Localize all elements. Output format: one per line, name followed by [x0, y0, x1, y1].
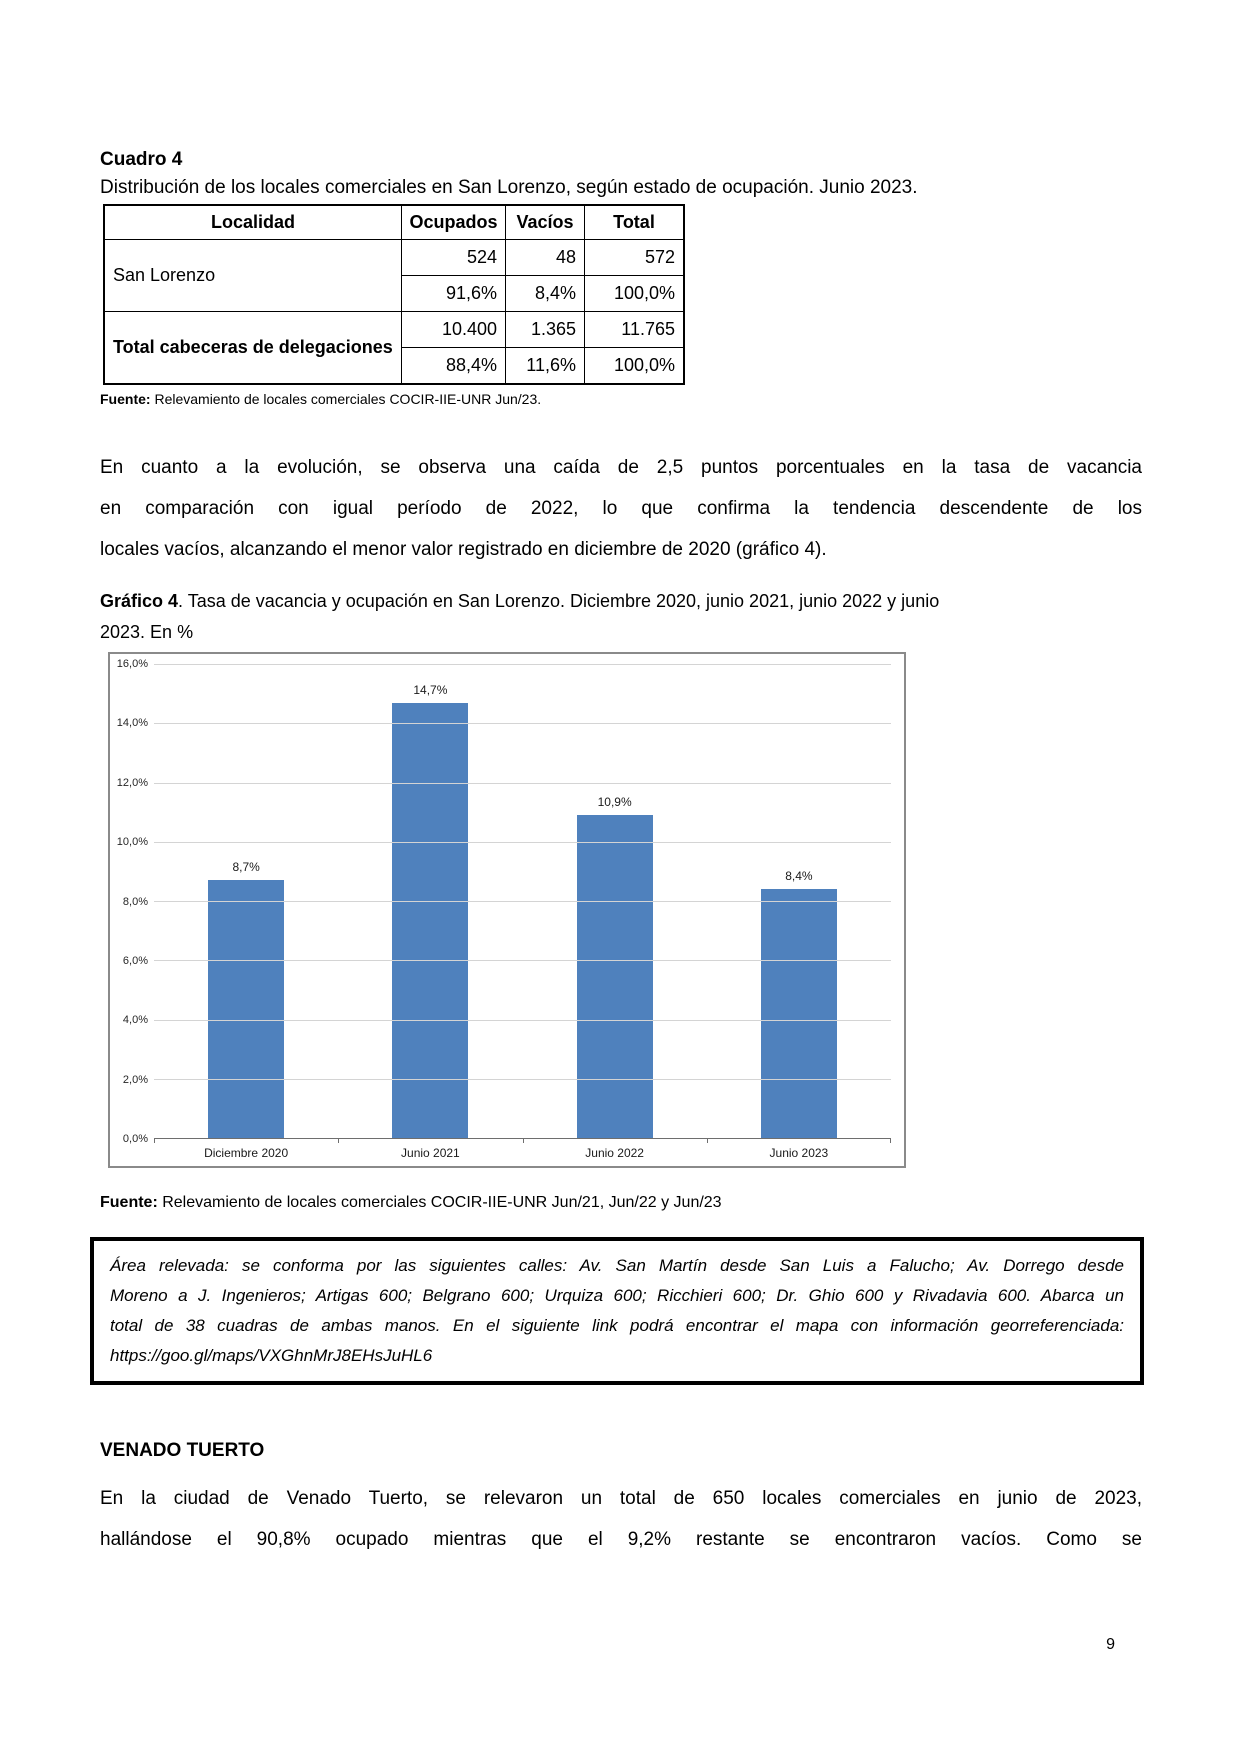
- area-box-line: total de 38 cuadras de ambas manos. En el siguiente link podrá encontrar el mapa con información georreferenciada:: [110, 1316, 1124, 1335]
- cell-value: 10.400: [402, 312, 506, 348]
- map-link[interactable]: https://goo.gl/maps/VXGhnMrJ8EHsJuHL6: [110, 1346, 433, 1365]
- paragraph-line: hallándose el 90,8% ocupado mientras que el 9,2% restante se encontraron vacíos. Como se: [100, 1529, 1142, 1550]
- paragraph-line: en comparación con igual período de 2022, lo que confirma la tendencia descendente de los: [100, 498, 1142, 519]
- gridline: [154, 842, 891, 843]
- gridline: [154, 960, 891, 961]
- chart-plot: [154, 664, 891, 1139]
- body-paragraph: [100, 447, 1142, 570]
- chart-source-note: [100, 1192, 1142, 1213]
- chart-caption-label: Gráfico 4: [100, 591, 179, 611]
- cell-value: 100,0%: [585, 276, 685, 312]
- chart-caption: [100, 586, 1142, 648]
- chart-caption-text: . Tasa de vacancia y ocupación en San Lorenzo. Diciembre 2020, junio 2021, junio 2022 y junio: [178, 591, 940, 611]
- chart-x-axis-labels: [154, 1145, 891, 1162]
- gridline: [154, 664, 891, 665]
- area-box-line: Moreno a J. Ingenieros; Artigas 600; Belgrano 600; Urquiza 600; Ricchieri 600; Dr. Ghio 600 y Rivadavia 600. Abarca un: [110, 1286, 1124, 1305]
- bar-chart: [108, 652, 906, 1168]
- y-tick-label: 8,0%: [122, 895, 148, 908]
- cell-value: 11,6%: [506, 348, 585, 385]
- bar: [208, 880, 284, 1138]
- table-row: [104, 312, 684, 348]
- chart-y-axis-labels: [110, 658, 150, 1145]
- y-tick-label: 0,0%: [122, 1133, 148, 1145]
- cell-value: 11.765: [585, 312, 685, 348]
- bar-data-label: 10,9%: [597, 795, 632, 810]
- y-tick-label: 14,0%: [116, 717, 148, 730]
- bar: [577, 815, 653, 1138]
- cuadro-title: Cuadro 4: [100, 149, 183, 170]
- cell-value: 1.365: [506, 312, 585, 348]
- chart-caption-line2: 2023. En %: [100, 622, 194, 642]
- source-label: Fuente:: [100, 391, 151, 407]
- y-tick-label: 4,0%: [122, 1014, 148, 1027]
- cuadro-table: [103, 204, 685, 385]
- x-tick-label: Junio 2023: [769, 1146, 829, 1160]
- page-number: 9: [1106, 1636, 1115, 1653]
- bar-data-label: 14,7%: [413, 682, 448, 697]
- x-tick-label: Junio 2022: [585, 1146, 644, 1160]
- y-tick-label: 12,0%: [116, 776, 148, 789]
- cell-value: 48: [506, 240, 585, 276]
- chart-caption-line1: [100, 586, 1142, 617]
- gridline: [154, 901, 891, 902]
- x-axis-tick: [707, 1139, 708, 1143]
- y-tick-label: 6,0%: [122, 954, 148, 967]
- gridline: [154, 783, 891, 784]
- header-vacios: Vacíos: [506, 205, 585, 240]
- bar-data-label: 8,7%: [232, 860, 260, 875]
- cell-localidad: Total cabeceras de delegaciones: [104, 312, 402, 385]
- cell-value: 8,4%: [506, 276, 585, 312]
- x-tick-label: Junio 2021: [401, 1146, 460, 1160]
- y-tick-label: 16,0%: [116, 658, 148, 670]
- y-tick-label: 10,0%: [116, 836, 148, 849]
- x-axis-tick: [338, 1139, 339, 1143]
- source-text: Relevamiento de locales comerciales COCIR-IIE-UNR Jun/23.: [150, 391, 542, 407]
- chart-x-axis-ticks: [154, 1139, 891, 1143]
- table-header-row: [104, 205, 684, 240]
- cell-value: 91,6%: [402, 276, 506, 312]
- bar: [761, 889, 837, 1138]
- y-tick-label: 2,0%: [122, 1073, 148, 1086]
- gridline: [154, 1079, 891, 1080]
- venado-paragraph: [100, 1478, 1142, 1560]
- surveyed-area-box: [90, 1237, 1144, 1385]
- page-content: [100, 0, 1142, 1560]
- table-source-note: [100, 390, 1142, 409]
- paragraph-line: En cuanto a la evolución, se observa una caída de 2,5 puntos porcentuales en la tasa de vacancia: [100, 457, 1142, 478]
- gridline: [154, 1020, 891, 1021]
- section-heading-venado-tuerto: VENADO TUERTO: [100, 1440, 265, 1461]
- x-axis-tick: [890, 1139, 891, 1143]
- paragraph-line: En la ciudad de Venado Tuerto, se relevaron un total de 650 locales comerciales en junio de 2023,: [100, 1488, 1142, 1509]
- cell-value: 100,0%: [585, 348, 685, 385]
- bar: [392, 703, 468, 1138]
- source-text: Relevamiento de locales comerciales COCIR-IIE-UNR Jun/21, Jun/22 y Jun/23: [157, 1194, 722, 1211]
- paragraph-line: locales vacíos, alcanzando el menor valor registrado en diciembre de 2020 (gráfico 4).: [100, 539, 827, 560]
- header-ocupados: Ocupados: [402, 205, 506, 240]
- source-label: Fuente:: [100, 1194, 158, 1211]
- table-row: [104, 240, 684, 276]
- gridline: [154, 723, 891, 724]
- cuadro-subtitle: Distribución de los locales comerciales en San Lorenzo, según estado de ocupación. Junio 2023.: [100, 177, 918, 198]
- cell-value: 88,4%: [402, 348, 506, 385]
- header-localidad: Localidad: [104, 205, 402, 240]
- x-axis-tick: [523, 1139, 524, 1143]
- cell-value: 572: [585, 240, 685, 276]
- x-tick-label: Diciembre 2020: [204, 1146, 289, 1160]
- x-axis-tick: [154, 1139, 155, 1143]
- bar-data-label: 8,4%: [785, 869, 813, 884]
- header-total: Total: [585, 205, 685, 240]
- cell-value: 524: [402, 240, 506, 276]
- area-box-line: Área relevada: se conforma por las siguientes calles: Av. San Martín desde San Luis a Falucho; Av. Dorrego desde: [110, 1256, 1124, 1275]
- cell-localidad: San Lorenzo: [104, 240, 402, 312]
